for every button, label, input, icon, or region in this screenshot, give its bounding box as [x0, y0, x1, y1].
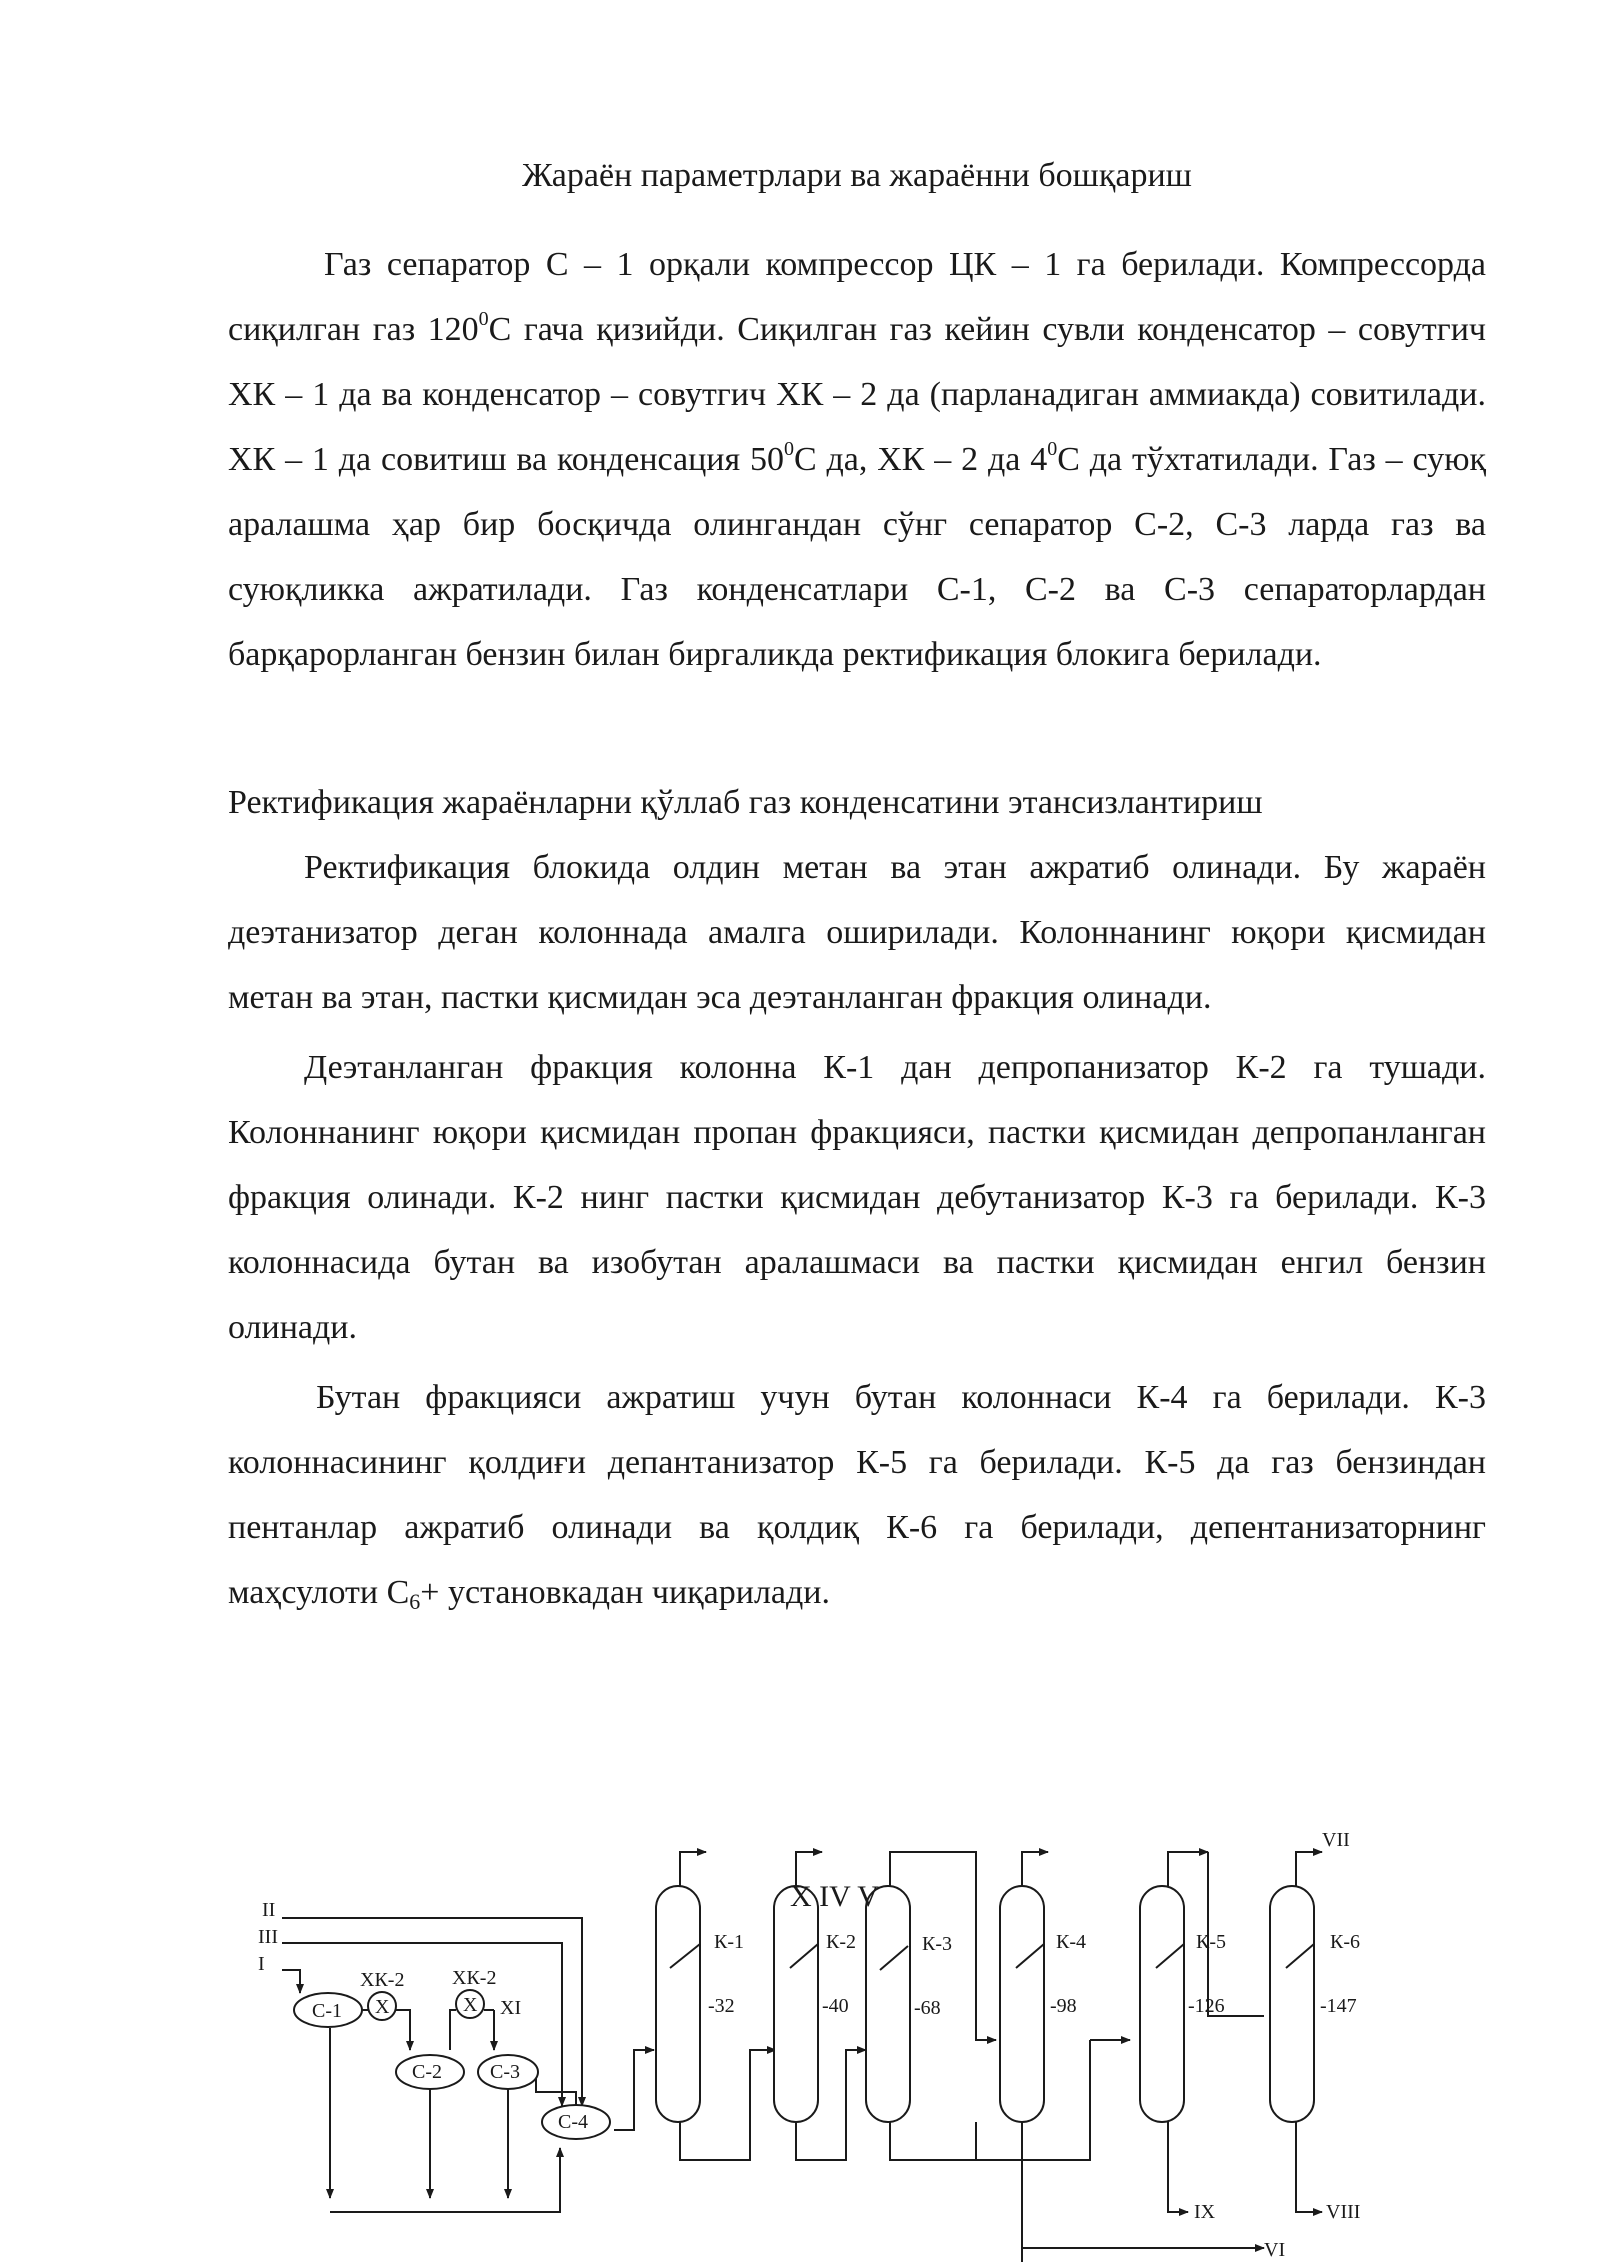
flow-c3-c4 [536, 2072, 576, 2106]
output-label-VII: VII [1322, 1829, 1350, 1851]
column-k1 [656, 1886, 700, 2122]
flow-xk-c2 [396, 2010, 410, 2050]
paragraph-butane-fraction: Бутан фракцияси ажратиш учун бутан колоннаси К-4 га берилади. К-3 колоннасининг қолдиғи депантанизатор К-5 га берилади. К-5 да газ бензиндан пентанлар ажратиб олинади ва қолдиқ К-6 га берилади, депентанизаторнинг маҳсулоти $С_6+$ установкадан чиқарилади. [228, 1379, 1486, 1614]
output-label-VIII: VIII [1326, 2201, 1361, 2223]
cooler-mark-2: X [463, 1994, 478, 2016]
column-name-k4: К-4 [1056, 1931, 1086, 1953]
paragraph-gas-separation: Газ сепаратор С – 1 орқали компрессор ЦК – 1 га берилади. Компрессорда сиқилган газ $120^0С$ гача қизийди. Сиқилган газ кейин сувли конденсатор – совутгич ХК – 1 да ва конденсатор – совутгич ХК – 2 да (парланадиган аммиакда) совитилади. ХК – 1 да совитиш ва конденсация $50^0С$ да, ХК – 2 да $4^0С$ да тўхтатилади. Газ – суюқ аралашма ҳар бир босқичда олингандан сўнг сепаратор С-2, С-3 ларда газ ва суюқликка ажратилади. Газ конденсатлари С-1, С-2 ва С-3 сепараторлардан барқарорланган бензин билан биргаликда ректификация блокига берилади. [228, 246, 1487, 673]
column-temp-k1: -32 [708, 1995, 735, 2017]
k1-top-out [680, 1852, 706, 1886]
output-label-VI: VI [1264, 2239, 1286, 2261]
separator-label-c3: С-3 [490, 2061, 520, 2083]
column-temp-k4: -98 [1050, 1995, 1077, 2017]
input-label-III: III [258, 1926, 278, 1948]
paragraph-deethanized-fraction: Деэтанланган фракция колонна К-1 дан депропанизатор К-2 га тушади. Колоннанинг юқори қисмидан пропан фракцияси, пастки қисмидан депропанланган фракция олинади. К-2 нинг пастки қисмидан дебутанизатор К-3 га берилади. К-3 колоннасида бутан ва изобутан аралашмаси ва пастки қисмидан енгил бензин олинади. [228, 1049, 1486, 1346]
column-name-k5: К-5 [1196, 1931, 1226, 1953]
column-k3 [866, 1886, 910, 2122]
input-label-II: II [262, 1899, 276, 1921]
input-label-I: I [258, 1953, 265, 1975]
top-output-labels: X IV V [790, 1880, 879, 1913]
column-k4 [1000, 1886, 1044, 2122]
column-name-k2: К-2 [826, 1931, 856, 1953]
column-name-k6: К-6 [1330, 1931, 1360, 1953]
column-temp-k5: -126 [1188, 1995, 1225, 2017]
column-name-k3: К-3 [922, 1933, 952, 1955]
cooler-label-2: ХК-2 [452, 1967, 497, 1989]
column-temp-k6: -147 [1320, 1995, 1357, 2017]
column-name-k1: К-1 [714, 1931, 744, 1953]
cooler-mark-1: X [375, 1996, 390, 2018]
column-k6 [1270, 1886, 1314, 2122]
column-temp-k2: -40 [822, 1995, 849, 2017]
flow-c4-k1 [614, 2050, 654, 2130]
input-line-I [282, 1970, 300, 1993]
separator-label-c2: С-2 [412, 2061, 442, 2083]
bottom-return-line [330, 2148, 560, 2212]
cooler-label-1: ХК-2 [360, 1969, 405, 1991]
paragraph-rectification: Ректификация блокида олдин метан ва этан ажратиб олинади. Бу жараён деэтанизатор деган колоннада амалга оширилади. Колоннанинг юқори қисмидан метан ва этан, пастки қисмидан эса деэтанланган фракция олинади. [228, 849, 1486, 1016]
cooler-output-label: XI [500, 1997, 522, 2019]
k5-top-out [1168, 1852, 1208, 1886]
k5-bottom-out-IX [1168, 2122, 1188, 2212]
section-heading: Ректификация жараёнларни қўллаб газ конденсатини этансизлантириш [228, 784, 1263, 821]
separator-label-c1: С-1 [312, 2000, 342, 2022]
page-title: Жараён параметрлари ва жараённи бошқариш [522, 157, 1192, 194]
separator-label-c4: С-4 [558, 2111, 588, 2133]
output-label-IX: IX [1194, 2201, 1216, 2223]
k6-top-out-VII [1296, 1852, 1322, 1886]
column-k5 [1140, 1886, 1184, 2122]
k3-bottom [890, 2122, 976, 2160]
column-k2 [774, 1886, 818, 2122]
column-temp-k3: -68 [914, 1997, 941, 2019]
k6-bottom-out-VIII [1296, 2122, 1322, 2212]
k4-top-out [1022, 1852, 1048, 1886]
flow-c2-xk [450, 2010, 456, 2050]
